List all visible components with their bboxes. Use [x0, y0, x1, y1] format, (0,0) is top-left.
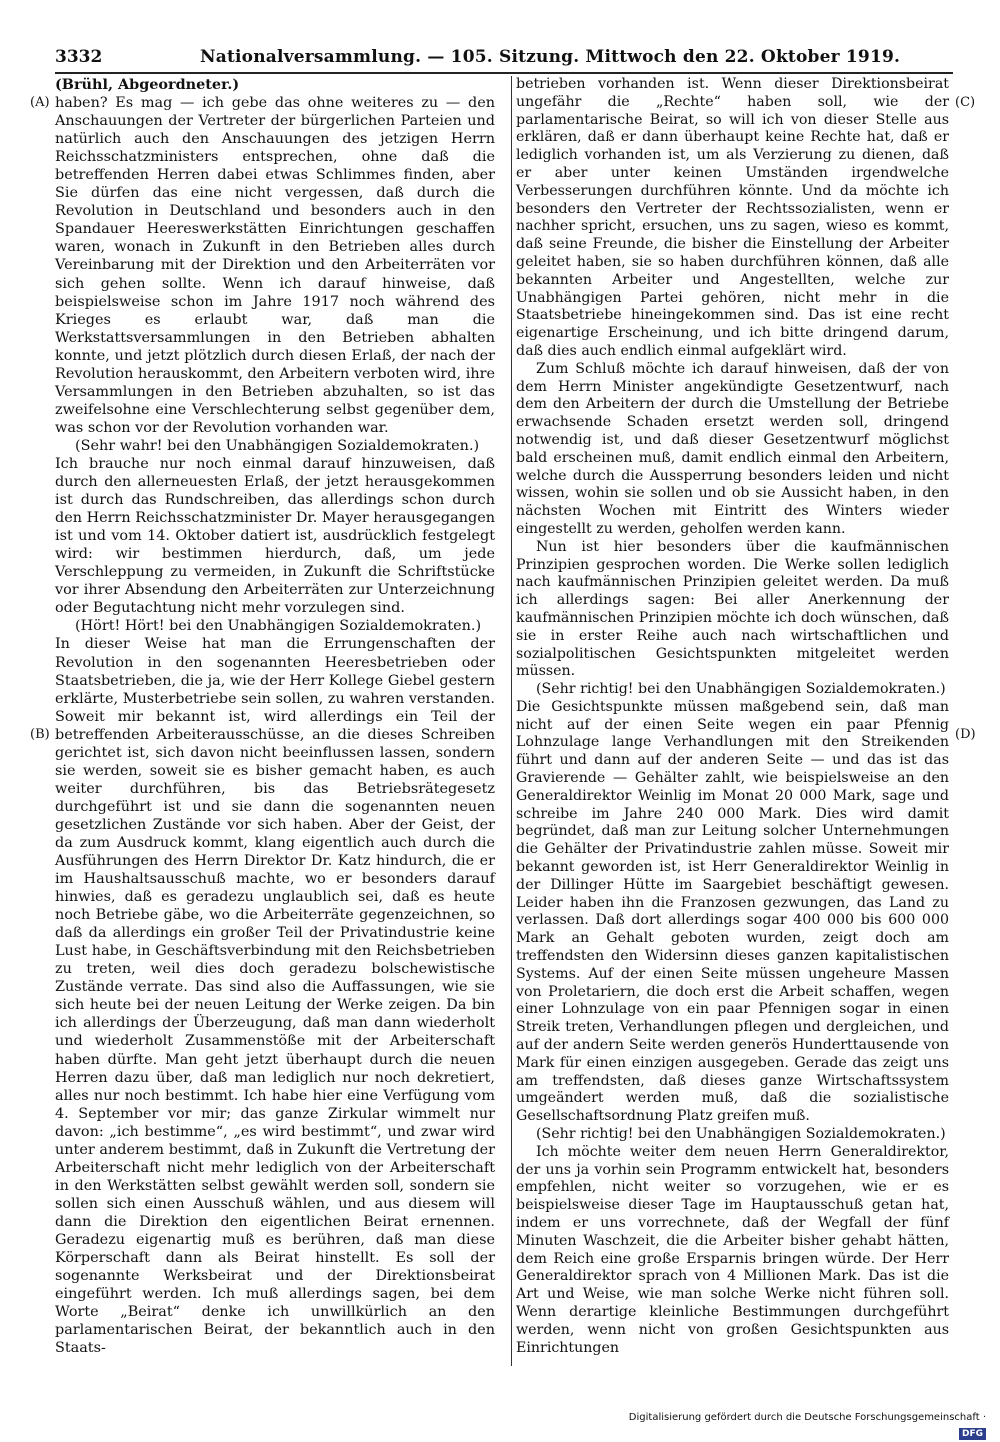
right-column [516, 76, 949, 1357]
speaker-label: (Brühl, Abgeordneter.) [55, 76, 240, 93]
column-divider [511, 76, 512, 1366]
dfg-logo-icon: DFG [959, 1428, 986, 1440]
page-header [55, 44, 953, 70]
right-paragraph-4: Die Gesichtspunkte müssen maßgebend sein, daß man nicht auf der einen Seite wegen ein paar Pfennig Lohnzulage lange Verhandlungen mit den Streikenden führt und dann auf der anderen Seite — und das ist das Gravierende — Gehälter zahlt, wie beispielsweise an den Generaldirektor Weinlig im Monat 20 000 Mark, sage und schreibe im Jahre 240 000 Mark. Dies wird damit begründet, daß man zur Leitung solcher Unternehmungen die Gehälter der Privatindustrie zahlen müsse. Soweit mir bekannt geworden ist, ist Herr Generaldirektor Weinlig in der Dillinger Hütte im Saargebiet beschäftigt gewesen. Leider haben ihn die Franzosen gezwungen, das Land zu verlassen. Daß dort allerdings sogar 400 000 bis 600 000 Mark an Gehalt geboten wurden, zeigt doch am treffendsten den Widersinn dieses ganzen kapitalistischen Systems. Auf der einen Seite müssen ungeheure Massen von Proletariern, die doch erst die Arbeit schaffen, wegen einer Lohnzulage von ein paar Pfennigen sogar in einen Streik treten, Verhandlungen pflegen und dergleichen, und auf der andern Seite werden generös Hunderttausende von Mark für einen einzigen ausgegeben. Gerade das zeigt uns am treffendsten, daß dieses ganze Wirtschaftssystem umgeändert werden muß, daß die sozialistische Gesellschaftsordnung Platz greifen muß. [516, 698, 949, 1125]
margin-marker-b: (B) [30, 727, 50, 742]
margin-marker-d: (D) [955, 727, 976, 742]
page-title: Nationalversammlung. — 105. Sitzung. Mittwoch den 22. Oktober 1919. [200, 47, 901, 67]
right-paragraph-2: Zum Schluß möchte ich darauf hinweisen, daß der von dem Herrn Minister angekündigte Gesetzentwurf, nach dem den Arbeitern der durch die Umstellung der Betriebe erwachsende Schaden ersetzt werden soll, dringend notwendig ist, und daß dieser Gesetzentwurf möglichst bald erscheinen muß, damit endlich einmal den Arbeitern, welche durch die Aussperrung besonders leiden und nicht wissen, wohin sie sollen und ob sie Aussicht haben, in den nächsten Wochen mit Eintritt des Winters wieder eingestellt zu werden, geholfen werden kann. [516, 360, 949, 537]
footer-text: Digitalisierung gefördert durch die Deutsche Forschungsgemeinschaft · [628, 1412, 986, 1423]
right-paragraph-5: Ich möchte weiter dem neuen Herrn Generaldirektor, der uns ja vorhin sein Programm entwickelt hat, besonders empfehlen, nicht weiter so vorzugehen, wie er es beispielsweise dieser Tage im Hauptausschuß getan hat, indem er uns vorrechnete, daß der Wegfall der fünf Minuten Waschzeit, die die Arbeiter bisher gehabt hätten, dem Reich eine große Ersparnis bringen würde. Der Herr Generaldirektor sprach von 4 Millionen Mark. Das ist die Art und Weise, wie man solche Werke nicht führen soll. Wenn derartige kleinliche Bestimmungen durchgeführt werden, wenn nicht von großen Gesichtspunkten aus Einrichtungen [516, 1143, 949, 1356]
margin-marker-a: (A) [30, 95, 50, 110]
left-column [55, 76, 495, 1357]
left-interjection-2: (Hört! Hört! bei den Unabhängigen Sozialdemokraten.) [75, 618, 482, 635]
digitization-footer [606, 1410, 986, 1439]
margin-marker-c: (C) [955, 95, 976, 110]
header-rule [55, 72, 953, 74]
left-paragraph-2: Ich brauche nur noch einmal darauf hinzuweisen, daß durch den allerneuesten Erlaß, der jetzt herausgekommen ist durch das Rundschreiben, das allerdings schon durch den Herrn Reichsschatzminister Dr. Mayer herausgegangen ist und vom 14. Oktober datiert ist, ausdrücklich festgelegt wird: wir bestimmen hierdurch, daß, um jede Verschleppung zu vermeiden, in Zukunft die Schriftstücke vor ihrer Absendung den Arbeiterräten zur Unterzeichnung oder Begutachtung nicht mehr vorzulegen sind. [55, 455, 495, 617]
left-interjection-1: (Sehr wahr! bei den Unabhängigen Sozialdemokraten.) [75, 437, 480, 454]
left-paragraph-3: In dieser Weise hat man die Errungenschaften der Revolution in den sogenannten Heeresbetrieben oder Staatsbetrieben, die ja, wie der Herr Kollege Giebel gestern erklärte, Musterbetriebe sein sollen, zu wahren verstanden. Soweit mir bekannt ist, wird allerdings ein Teil der betreffenden Arbeiterausschüsse, an die dieses Schreiben gerichtet ist, sich davon nicht beeinflussen lassen, sondern sie werden, soweit sie es bisher gemacht haben, es auch weiter durchführen, bis das Betriebsrätegesetz durchgeführt ist und sie dann die sogenannten neuen gesetzlichen Zustände vor sich haben. Aber der Geist, der da zum Ausdruck kommt, klang eigentlich auch durch die Ausführungen des Herrn Direktor Dr. Katz hindurch, die er im Haushaltsausschuß machte, wo er besonders darauf hinwies, daß es geradezu unglaublich sei, daß es heute noch Betriebe gäbe, wo die Arbeiterräte gegenzeichnen, so daß da allerdings ein großer Teil der Privatindustrie keine Lust habe, in Geschäftsverbindung mit den Reichsbetrieben zu treten, weil dies doch geradezu bolschewistische Zustände verrate. Das sind also die Auffassungen, wie sie sich heute bei der neuen Leitung der Werke zeigen. Da bin ich allerdings der Überzeugung, daß man dann wiederholt und wiederholt Zusammenstöße mit der Arbeiterschaft haben dürfte. Man geht jetzt überhaupt durch die neuen Herren dazu über, daß man lediglich nur noch dekretiert, alles nur noch bestimmt. Ich habe hier eine Verfügung vom 4. September vor mir; das ganze Zirkular wimmelt nur davon: „ich bestimme“, „es wird bestimmt“, und zwar wird unter anderem bestimmt, daß in Zukunft die Vertretung der Arbeiterschaft nicht mehr lediglich von der Arbeiterschaft in den Werkstätten selbst gewählt werden soll, sondern sie sollen sich einen Ausschuß wählen, und aus diesem will dann die Direktion den eigentlichen Beirat ernennen. Geradezu eigenartig muß es berühren, daß man diese Körperschaft dann als Beirat hinstellt. Es soll der sogenannte Werksbeirat und der Direktionsbeirat eingeführt werden. Ich muß allerdings sagen, bei dem Worte „Beirat“ denke ich unwillkürlich an den parlamentarischen Beirat, der bekanntlich auch in den Staats- [55, 636, 495, 1357]
right-interjection-2: (Sehr richtig! bei den Unabhängigen Sozialdemokraten.) [536, 1126, 946, 1143]
left-paragraph-1: haben? Es mag — ich gebe das ohne weiteres zu — den Anschauungen der Vertreter der bürgerlichen Parteien und natürlich auch den Anschauungen des jetzigen Herrn Reichsschatzministers entsprechen, ohne daß die betreffenden Herren dabei etwas Schlimmes finden, aber Sie dürfen das eine nicht vergessen, daß durch die Revolution in Deutschland und besonders auch in den Spandauer Heereswerkstätten Einrichtungen geschaffen waren, wonach in Zukunft in den Betrieben alles durch Vereinbarung mit der Direktion und den Arbeiterräten vor sich gehen sollte. Wenn ich darauf hinweise, daß beispielsweise schon im Jahre 1917 noch während des Krieges es erlaubt war, daß man die Werkstattsversammlungen in den Betrieben abhalten konnte, und jetzt plötzlich durch diesen Erlaß, der nach der Revolution herauskommt, den Arbeitern verboten wird, ihre Versammlungen in den Betrieben abzuhalten, so ist das zweifelsohne eine Verschlechterung selbst gegenüber dem, was schon vor der Revolution vorhanden war. [55, 95, 495, 436]
right-paragraph-1: betrieben vorhanden ist. Wenn dieser Direktionsbeirat ungefähr die „Rechte“ haben soll, wie der parlamentarische Beirat, so will ich von dieser Stelle aus erklären, daß er dann überhaupt keine Rechte hat, daß er lediglich vorhanden ist, um als Verzierung zu dienen, daß er aber unter keinen Umständen irgendwelche Verbesserungen durchführen könnte. Und da möchte ich besonders den Vertreter der Rechtssozialisten, wenn er nachher spricht, ersuchen, uns zu sagen, wieso es kommt, daß seine Freunde, die bisher die Einstellung der Arbeiter geleitet haben, sie so haben durchführen können, daß alle bekannten Arbeiter und Angestellten, welche zur Unabhängigen Partei gehören, nicht mehr in die Staatsbetriebe hineingekommen sind. Das ist eine recht eigenartige Erscheinung, und ich bitte dringend darum, daß dies auch endlich einmal aufgeklärt wird. [516, 76, 949, 359]
right-interjection-1: (Sehr richtig! bei den Unabhängigen Sozialdemokraten.) [536, 681, 946, 698]
right-paragraph-3: Nun ist hier besonders über die kaufmännischen Prinzipien gesprochen worden. Die Werke sollen lediglich nach kaufmännischen Prinzipien geleitet werden. Da muß ich allerdings sagen: Bei aller Anerkennung der kaufmännischen Prinzipien möchte ich doch wünschen, daß sie in erster Reihe auch nach wirtschaftlichen und sozialpolitischen Gesichtspunkten mitgeleitet werden müssen. [516, 538, 949, 680]
page-number: 3332 [55, 47, 103, 67]
